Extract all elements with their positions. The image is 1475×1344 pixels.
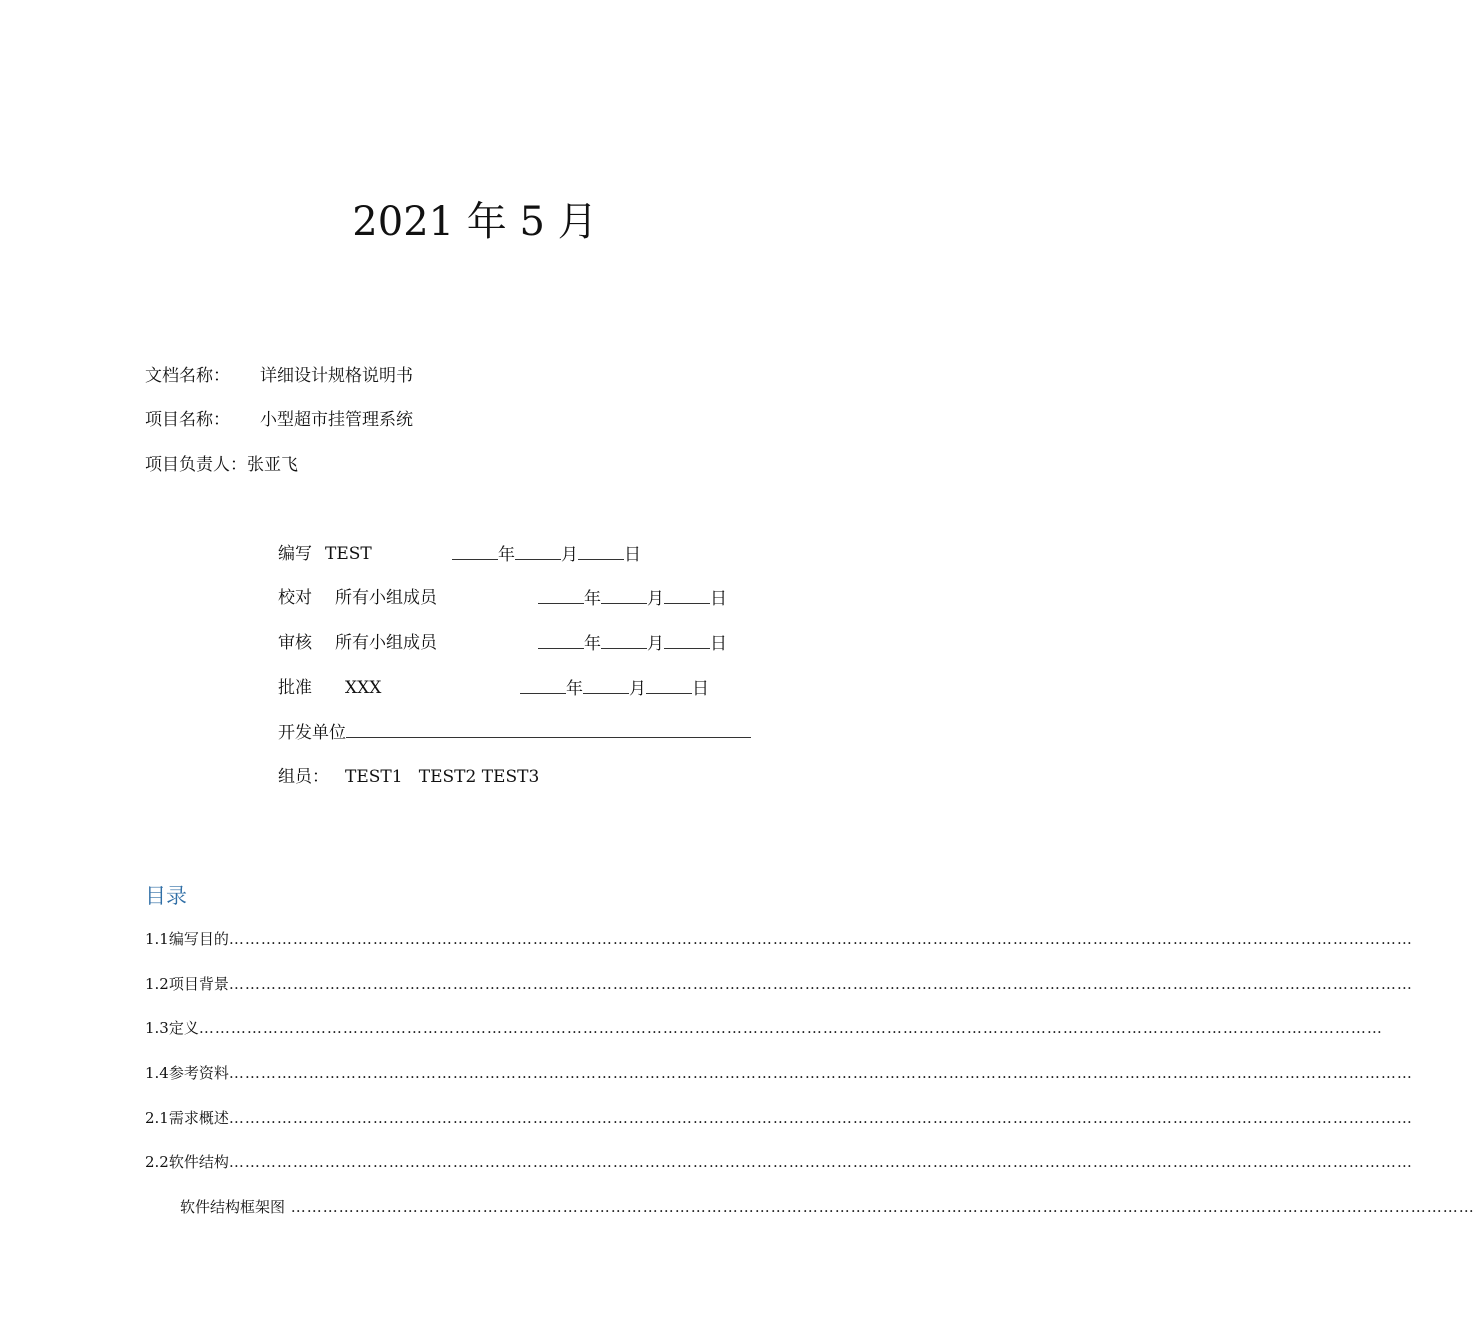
toc-leader-dots: …………………………………………………………………………………………………………………………………………………………………………………………………… (228, 975, 1413, 993)
toc-leader-dots: …………………………………………………………………………………………………………………………………………………………………………………………………… (285, 1198, 1475, 1216)
toc-item-label: 软件结构框架图 (180, 1198, 286, 1216)
toc-item[interactable] (145, 928, 1413, 950)
signoff-date: 年 月 日 (538, 631, 727, 656)
signoff-date: 年 月 日 (452, 542, 641, 567)
signoff-person: TEST (325, 544, 372, 564)
toc-item[interactable] (145, 973, 1413, 995)
toc-item-label: 2.2软件结构 (145, 1153, 229, 1171)
toc-leader-dots: …………………………………………………………………………………………………………………………………………………………………………………………………… (198, 1019, 1383, 1037)
signoff-date: 年 月 日 (520, 676, 709, 701)
toc-leader-dots: …………………………………………………………………………………………………………………………………………………………………………………………………… (228, 930, 1413, 948)
signoff-person: XXX (345, 678, 382, 698)
toc-item-label: 1.2项目背景 (145, 975, 229, 993)
dev-unit-line (278, 720, 751, 745)
toc-item[interactable] (145, 1151, 1413, 1173)
project-lead-label: 项目负责人： (145, 455, 247, 475)
signoff-person: 所有小组成员 (335, 633, 437, 653)
doc-name-label: 文档名称： (145, 366, 230, 386)
signoff-role: 编写 (278, 544, 312, 564)
members-line (278, 765, 540, 789)
members-value: TEST1 TEST2 TEST3 (345, 767, 540, 787)
toc-item-label: 1.1编写目的 (145, 930, 229, 948)
toc-leader-dots: …………………………………………………………………………………………………………………………………………………………………………………………………… (228, 1153, 1413, 1171)
toc-leader-dots: …………………………………………………………………………………………………………………………………………………………………………………………………… (228, 1064, 1413, 1082)
project-lead-line (145, 453, 298, 477)
cover-date-title: 2021 年 5 月 (352, 199, 598, 245)
toc-item[interactable] (145, 1062, 1413, 1084)
signoff-role: 审核 (278, 633, 312, 653)
toc-item[interactable] (180, 1196, 1475, 1218)
toc-item-label: 2.1需求概述 (145, 1109, 229, 1127)
dev-unit-label: 开发单位 (278, 723, 346, 743)
toc-item-label: 1.4参考资料 (145, 1064, 229, 1082)
project-name-value: 小型超市挂管理系统 (260, 410, 413, 430)
signoff-date: 年 月 日 (538, 586, 727, 611)
members-label: 组员： (278, 767, 329, 787)
project-name-label: 项目名称： (145, 410, 230, 430)
toc-leader-dots: …………………………………………………………………………………………………………………………………………………………………………………………………… (228, 1109, 1413, 1127)
toc-item-label: 1.3定义 (145, 1019, 199, 1037)
toc-item[interactable] (145, 1017, 1383, 1039)
signoff-person: 所有小组成员 (335, 588, 437, 608)
toc-item[interactable] (145, 1107, 1413, 1129)
project-name-line (145, 408, 413, 432)
dev-unit-blank (346, 720, 751, 738)
signoff-role: 校对 (278, 588, 312, 608)
project-lead-value: 张亚飞 (247, 455, 298, 475)
doc-name-line (145, 364, 413, 388)
signoff-role: 批准 (278, 678, 312, 698)
doc-name-value: 详细设计规格说明书 (260, 366, 413, 386)
toc-heading: 目录 (145, 884, 187, 908)
